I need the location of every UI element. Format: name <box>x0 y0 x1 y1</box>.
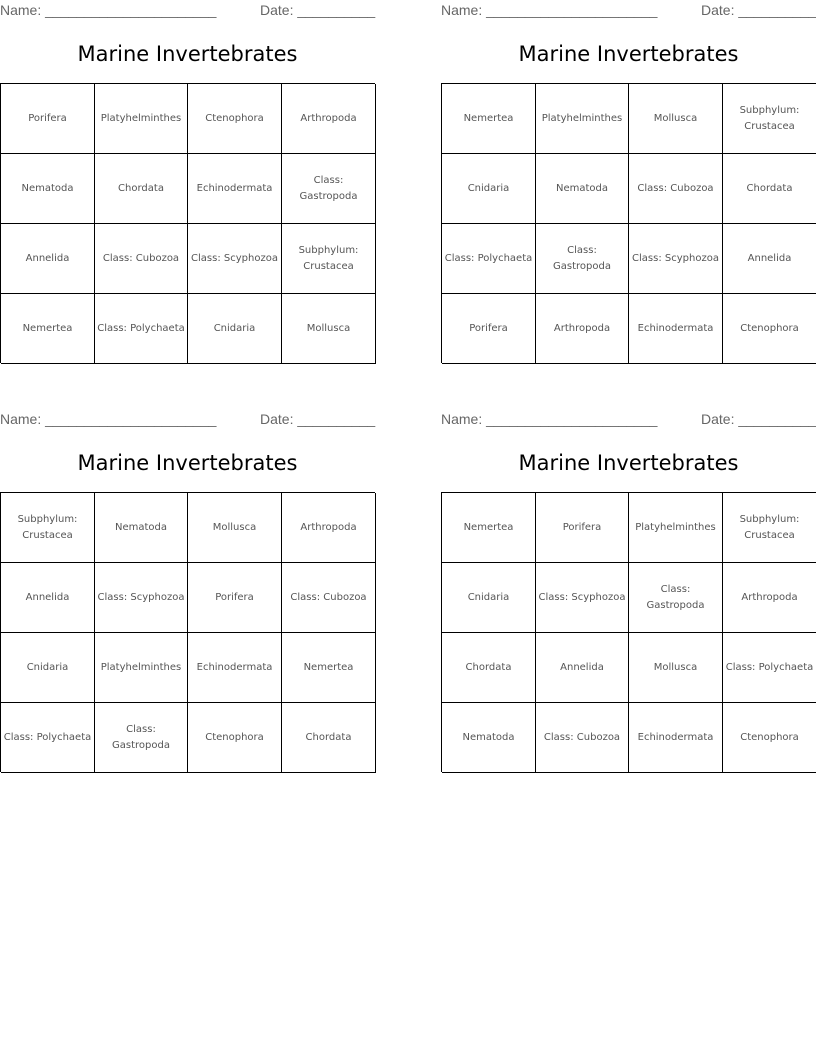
grid-cell: Mollusca <box>629 84 723 154</box>
grid-cell: Nemertea <box>1 294 95 364</box>
grid-cell: Mollusca <box>282 294 376 364</box>
card-title: Marine Invertebrates <box>518 451 739 475</box>
grid-cell: Porifera <box>1 84 95 154</box>
grid-cell: Ctenophora <box>723 294 816 364</box>
grid-cell: Platyhelminthes <box>95 633 188 703</box>
grid-cell: Nematoda <box>442 703 536 773</box>
grid-cell: Nemertea <box>442 493 536 563</box>
grid-cell: Cnidaria <box>442 154 536 224</box>
grid-cell: Nematoda <box>95 493 188 563</box>
name-field: Name: ______________________ <box>441 2 658 18</box>
grid-cell: Class: Cubozoa <box>95 224 188 294</box>
grid-cell: Class: Gastropoda <box>95 703 188 773</box>
grid-cell: Class: Cubozoa <box>536 703 629 773</box>
grid-cell: Ctenophora <box>188 84 282 154</box>
name-field: Name: ______________________ <box>0 2 217 18</box>
grid-cell: Chordata <box>442 633 536 703</box>
grid-cell: Chordata <box>95 154 188 224</box>
grid-cell: Arthropoda <box>282 493 376 563</box>
date-field: Date: __________ <box>260 411 376 427</box>
date-field: Date: __________ <box>260 2 376 18</box>
grid-cell: Mollusca <box>629 633 723 703</box>
grid-cell: Nematoda <box>1 154 95 224</box>
grid-cell: Class: Polychaeta <box>723 633 816 703</box>
grid-cell: Subphylum: Crustacea <box>723 84 816 154</box>
card-title: Marine Invertebrates <box>518 42 739 66</box>
grid-cell: Subphylum: Crustacea <box>723 493 816 563</box>
grid-cell: Class: Polychaeta <box>95 294 188 364</box>
grid-cell: Nematoda <box>536 154 629 224</box>
grid-cell: Arthropoda <box>536 294 629 364</box>
grid-cell: Class: Cubozoa <box>629 154 723 224</box>
name-field: Name: ______________________ <box>0 411 217 427</box>
grid-cell: Annelida <box>536 633 629 703</box>
grid-cell: Cnidaria <box>442 563 536 633</box>
grid-cell: Platyhelminthes <box>629 493 723 563</box>
grid-cell: Class: Gastropoda <box>282 154 376 224</box>
bingo-grid <box>0 83 375 363</box>
grid-cell: Class: Scyphozoa <box>95 563 188 633</box>
grid-cell: Annelida <box>723 224 816 294</box>
grid-cell: Class: Cubozoa <box>282 563 376 633</box>
grid-cell: Echinodermata <box>629 703 723 773</box>
card-title: Marine Invertebrates <box>77 451 298 475</box>
grid-cell: Subphylum: Crustacea <box>282 224 376 294</box>
bingo-grid <box>0 492 375 772</box>
grid-cell: Echinodermata <box>188 633 282 703</box>
grid-cell: Class: Polychaeta <box>1 703 95 773</box>
grid-cell: Class: Scyphozoa <box>536 563 629 633</box>
bingo-card-4 <box>441 409 816 784</box>
grid-cell: Subphylum: Crustacea <box>1 493 95 563</box>
grid-cell: Nemertea <box>442 84 536 154</box>
grid-cell: Cnidaria <box>1 633 95 703</box>
grid-cell: Platyhelminthes <box>536 84 629 154</box>
grid-cell: Ctenophora <box>188 703 282 773</box>
grid-cell: Class: Polychaeta <box>442 224 536 294</box>
bingo-card-2 <box>441 0 816 375</box>
grid-cell: Class: Gastropoda <box>629 563 723 633</box>
grid-cell: Echinodermata <box>188 154 282 224</box>
grid-cell: Nemertea <box>282 633 376 703</box>
grid-cell: Mollusca <box>188 493 282 563</box>
grid-cell: Class: Scyphozoa <box>188 224 282 294</box>
grid-cell: Chordata <box>282 703 376 773</box>
grid-cell: Ctenophora <box>723 703 816 773</box>
bingo-card-1 <box>0 0 375 375</box>
bingo-grid <box>441 492 816 772</box>
grid-cell: Class: Gastropoda <box>536 224 629 294</box>
date-field: Date: __________ <box>701 2 816 18</box>
bingo-card-3 <box>0 409 375 784</box>
grid-cell: Annelida <box>1 224 95 294</box>
grid-cell: Platyhelminthes <box>95 84 188 154</box>
bingo-grid <box>441 83 816 363</box>
grid-cell: Porifera <box>188 563 282 633</box>
grid-cell: Cnidaria <box>188 294 282 364</box>
name-field: Name: ______________________ <box>441 411 658 427</box>
grid-cell: Arthropoda <box>723 563 816 633</box>
grid-cell: Porifera <box>442 294 536 364</box>
grid-cell: Echinodermata <box>629 294 723 364</box>
card-title: Marine Invertebrates <box>77 42 298 66</box>
grid-cell: Class: Scyphozoa <box>629 224 723 294</box>
date-field: Date: __________ <box>701 411 816 427</box>
grid-cell: Annelida <box>1 563 95 633</box>
grid-cell: Arthropoda <box>282 84 376 154</box>
grid-cell: Porifera <box>536 493 629 563</box>
grid-cell: Chordata <box>723 154 816 224</box>
